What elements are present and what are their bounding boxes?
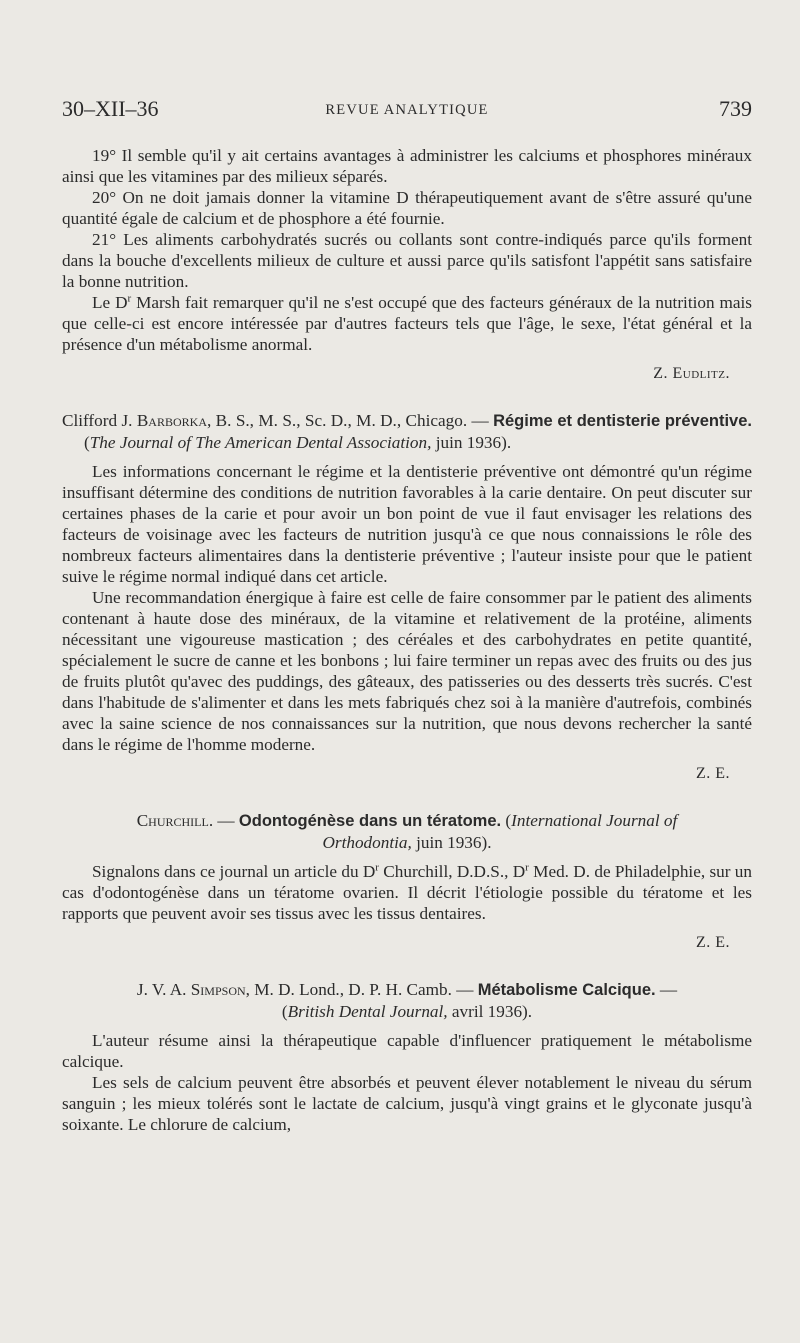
signature: Z. Eudlitz. (653, 365, 730, 382)
author-last-name: Barborka (136, 411, 207, 430)
paragraph-19: 19° Il semble qu'il y ait certains avantages à administrer les calciums et phosphores minéraux ainsi que les vitamines par des milieux séparés. (62, 146, 752, 186)
source-date: avril 1936). (447, 1002, 533, 1021)
punctuation: . — (208, 811, 239, 830)
paragraph: Les informations concernant le régime et la dentisterie préventive ont démontré qu'un régime insuffisant détermine des conditions de nutrition favorables à la carie dentaire. On peut discuter sur certaines phases de la carie et pour avoir un bon point de vue il faut envisager les relations des facteurs de voisinage avec les facteurs de nutrition jusqu'à ce que nous connaissions le rôle des nombreux facteurs alimentaires dans la dentisterie préventive ; l'auteur insiste pour que le patient suive le régime normal indiqué dans cet article. (62, 462, 752, 586)
author-credentials: , M. D. Lond., D. P. H. Camb. — (245, 980, 478, 999)
superscript: r (375, 861, 379, 874)
paragraph-marsh (62, 292, 752, 355)
article-body (62, 145, 752, 1135)
author-first-name: J. V. A. (136, 980, 191, 999)
entry-simpson (62, 979, 752, 1135)
paragraph-20: 20° On ne doit jamais donner la vitamine D thérapeutiquement avant de s'être assuré qu'une quantité égale de calcium et de phosphore a été fournie. (62, 188, 752, 228)
source-journal: British Dental Journal, (287, 1002, 448, 1021)
entry-title: Odontogénèse dans un tératome. (238, 812, 502, 830)
paragraph: L'auteur résume ainsi la thérapeutique capable d'influencer pratiquement le métabolisme calcique. (62, 1031, 752, 1071)
header-date: 30–XII–36 (62, 96, 159, 121)
author-credentials: , B. S., M. S., Sc. D., M. D., Chicago. — (206, 411, 494, 430)
signature: Z. E. (695, 934, 730, 951)
source-date: juin 1936). (431, 433, 512, 452)
entry-title: Régime et dentisterie préventive. (493, 412, 752, 430)
author-first-name: Clifford J. (62, 411, 137, 430)
entry-title: Métabolisme Calcique. (477, 981, 656, 999)
paragraph (62, 861, 752, 924)
author-name: Churchill (136, 811, 209, 830)
text-run: Med. D. de Philadelphie, sur un cas d'odontogénèse dans un tératome ovarien. Il décrit l'étiologie possible du tératome et les rapports que peuvent avoir ses tissus avec les tissus dentaires. (62, 862, 752, 923)
text-run: Le D (92, 293, 128, 312)
paragraph-21: 21° Les aliments carbohydratés sucrés ou collants sont contre-indiqués parce qu'ils forment dans la bouche d'excellents milieux de culture et aussi parce qu'ils satisfont l'appétit sans satisfaire la bonne nutrition. (62, 230, 752, 291)
text-run: Marsh fait remarquer qu'il ne s'est occupé que des facteurs généraux de la nutrition mais que celle-ci est encore intéressée par d'autres facteurs tels que l'âge, le sexe, l'état général et la présence d'un métabolisme anormal. (62, 293, 752, 354)
text-run: Signalons dans ce journal un article du D (92, 862, 376, 881)
punctuation: ( (84, 433, 90, 452)
superscript: r (525, 861, 529, 874)
entry-heading (62, 979, 752, 1022)
punctuation: — (655, 980, 678, 999)
signature: Z. E. (695, 765, 730, 782)
entry-heading (62, 410, 752, 453)
punctuation: ( (281, 1002, 288, 1021)
paragraph: Une recommandation énergique à faire est celle de faire consommer par le patient des aliments contenant à haute dose des minéraux, de la vitamine et relativement de la protéine, aliments nécessitant une vigoureuse mastication ; des céréales et des carbohydrates en petite quantité, spécialement le sucre de canne et les bonbons ; lui faire terminer un repas avec des fruits ou des jus de fruits plutôt qu'avec des puddings, des gâteaux, des patisseries ou des desserts très sucrés. C'est dans l'habitude de s'alimenter et dans les mets fabriqués chez soi à la manière d'autrefois, combinés avec la saine science de nos connaissances sur la nutrition, que nous devons rechercher la santé dans le régime de l'homme moderne. (62, 588, 752, 754)
source-journal: The Journal of The American Dental Association, (89, 433, 432, 452)
entry-churchill (62, 810, 752, 953)
text-run: Churchill, D.D.S., D (378, 862, 526, 881)
entry-heading (62, 810, 752, 853)
paragraph: Les sels de calcium peuvent être absorbés et peuvent élever notablement le niveau du sérum sanguin ; les mieux tolérés sont le lactate de calcium, jusqu'à vingt grains et le glyconate jusqu'à soixante. Le chlorure de calcium, (62, 1073, 752, 1134)
running-head (62, 96, 752, 128)
superscript: r (127, 292, 132, 305)
header-journal-title: REVUE ANALYTIQUE (325, 102, 489, 118)
entry-barborka (62, 410, 752, 784)
source-journal: International Journal of Orthodontia, (322, 811, 678, 852)
section-continuation (62, 145, 752, 384)
author-last-name: Simpson (190, 980, 246, 999)
page-number: 739 (719, 96, 752, 121)
source-date: juin 1936). (411, 833, 492, 852)
punctuation: ( (501, 811, 512, 830)
